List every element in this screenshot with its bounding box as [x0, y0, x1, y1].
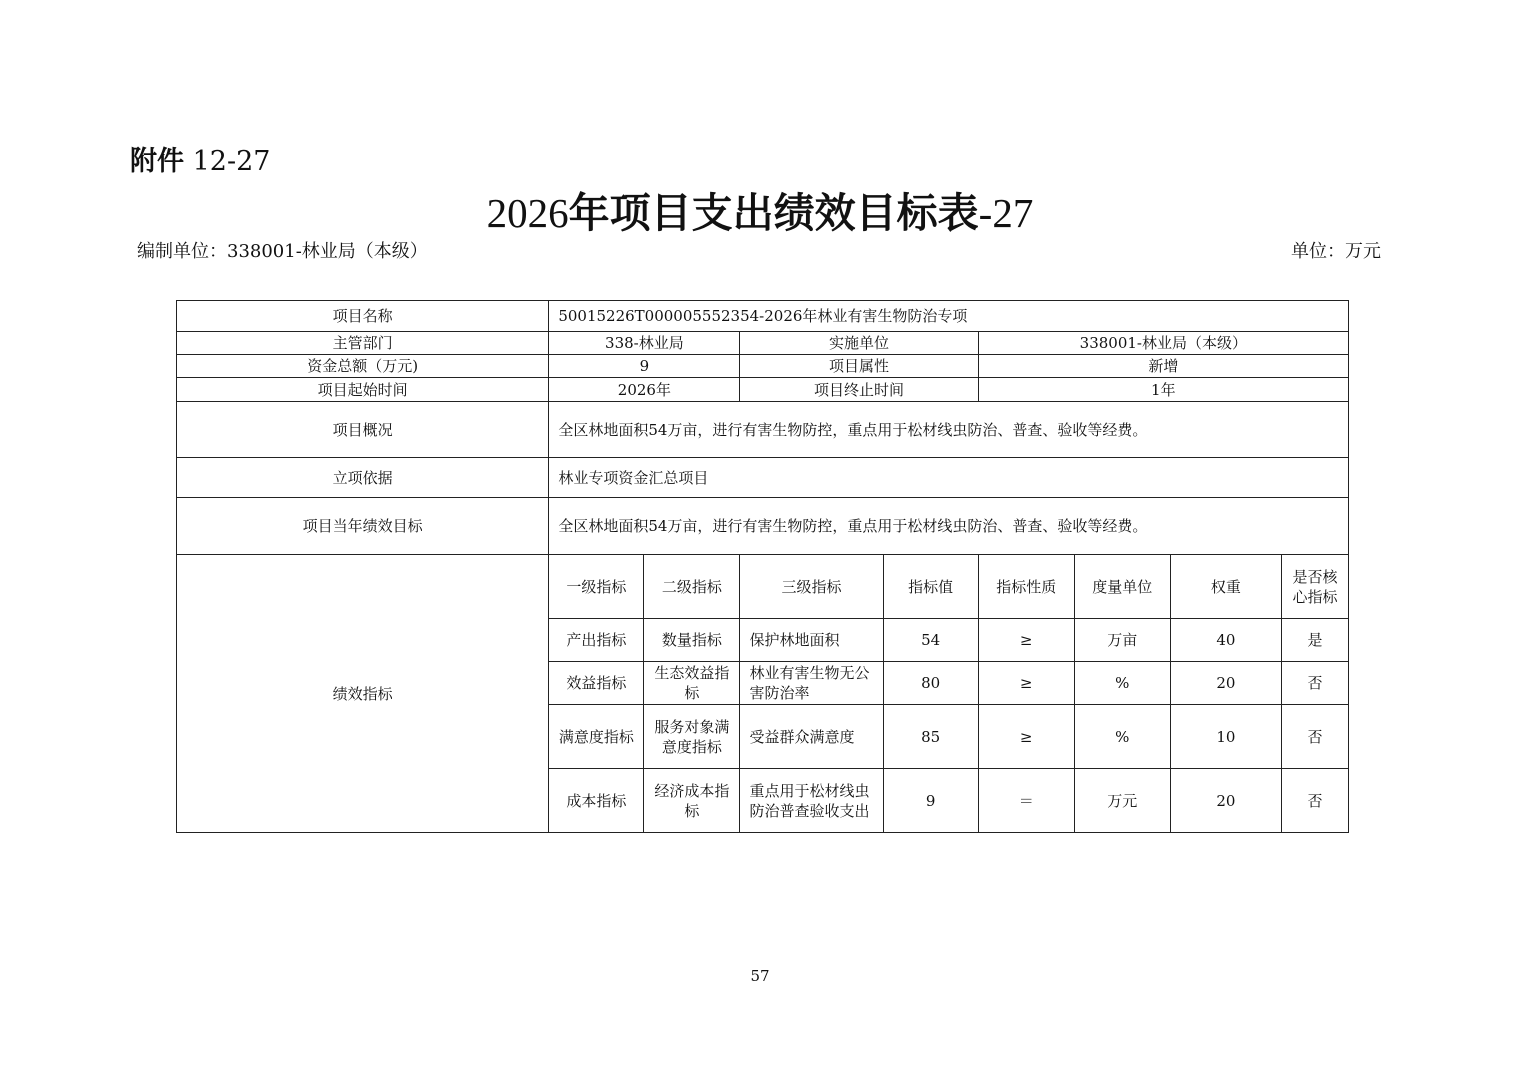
- indicator-level2: 服务对象满意度指标: [644, 705, 740, 769]
- indicator-value: 85: [883, 705, 978, 769]
- header-value: 指标值: [883, 555, 978, 619]
- title-suffix: -27: [978, 190, 1034, 236]
- indicator-weight: 20: [1170, 662, 1281, 705]
- indicator-core: 否: [1281, 662, 1348, 705]
- dept-label: 主管部门: [177, 332, 549, 355]
- indicator-level3: 受益群众满意度: [740, 705, 883, 769]
- table-row: [177, 332, 1349, 355]
- indicator-header-row: [177, 555, 1349, 619]
- indicator-unit: %: [1074, 705, 1170, 769]
- basis-label: 立项依据: [177, 458, 549, 498]
- attr-label: 项目属性: [740, 355, 978, 378]
- attachment-heading: [130, 142, 270, 182]
- table-row: [177, 458, 1349, 498]
- table-row: [177, 498, 1349, 555]
- header-unit: 度量单位: [1074, 555, 1170, 619]
- indicator-weight: 40: [1170, 619, 1281, 662]
- attachment-number: 12-27: [192, 146, 271, 177]
- title-year: 2026: [486, 190, 569, 236]
- project-name-value: 50015226T000005552354-2026年林业有害生物防治专项: [549, 301, 1349, 332]
- table-row: [177, 378, 1349, 402]
- indicator-nature: ＝: [978, 769, 1074, 833]
- page-number: 57: [750, 967, 770, 985]
- impl-label: 实施单位: [740, 332, 978, 355]
- indicator-level1: 成本指标: [549, 769, 644, 833]
- attachment-label: 附件: [130, 146, 184, 177]
- indicator-level2: 经济成本指标: [644, 769, 740, 833]
- indicator-level3: 林业有害生物无公害防治率: [740, 662, 883, 705]
- indicator-level3: 保护林地面积: [740, 619, 883, 662]
- header-weight: 权重: [1170, 555, 1281, 619]
- page-title: [0, 186, 1520, 240]
- table-row: [177, 402, 1349, 458]
- header-nature: 指标性质: [978, 555, 1074, 619]
- impl-value: 338001-林业局（本级）: [978, 332, 1348, 355]
- end-label: 项目终止时间: [740, 378, 978, 402]
- header-level2: 二级指标: [644, 555, 740, 619]
- title-text: 年项目支出绩效目标表: [568, 189, 979, 237]
- start-value: 2026年: [549, 378, 740, 402]
- fund-value: 9: [549, 355, 740, 378]
- goal-value: 全区林地面积54万亩，进行有害生物防控，重点用于松材线虫防治、普查、验收等经费。: [549, 498, 1349, 555]
- indicator-unit: 万亩: [1074, 619, 1170, 662]
- basis-value: 林业专项资金汇总项目: [549, 458, 1349, 498]
- header-level3: 三级指标: [740, 555, 883, 619]
- indicator-weight: 10: [1170, 705, 1281, 769]
- indicator-core: 是: [1281, 619, 1348, 662]
- attr-value: 新增: [978, 355, 1348, 378]
- currency-unit: 单位：万元: [1291, 241, 1381, 262]
- indicator-level2: 生态效益指标: [644, 662, 740, 705]
- dept-value: 338-林业局: [549, 332, 740, 355]
- header-core: 是否核心指标: [1281, 555, 1348, 619]
- indicator-value: 80: [883, 662, 978, 705]
- project-name-label: 项目名称: [177, 301, 549, 332]
- indicator-level1: 满意度指标: [549, 705, 644, 769]
- indicator-unit: 万元: [1074, 769, 1170, 833]
- end-value: 1年: [978, 378, 1348, 402]
- fund-label: 资金总额（万元): [177, 355, 549, 378]
- indicator-level1: 效益指标: [549, 662, 644, 705]
- compiling-unit: 编制单位：338001-林业局（本级）: [137, 241, 428, 262]
- table-row: [177, 355, 1349, 378]
- indicator-level3: 重点用于松材线虫防治普查验收支出: [740, 769, 883, 833]
- indicator-value: 54: [883, 619, 978, 662]
- indicator-level1: 产出指标: [549, 619, 644, 662]
- header-level1: 一级指标: [549, 555, 644, 619]
- indicator-unit: %: [1074, 662, 1170, 705]
- performance-target-table: [176, 300, 1349, 833]
- indicator-nature: ≥: [978, 705, 1074, 769]
- goal-label: 项目当年绩效目标: [177, 498, 549, 555]
- indicator-level2: 数量指标: [644, 619, 740, 662]
- indicator-weight: 20: [1170, 769, 1281, 833]
- indicator-core: 否: [1281, 705, 1348, 769]
- indicator-label: 绩效指标: [177, 555, 549, 833]
- overview-value: 全区林地面积54万亩，进行有害生物防控，重点用于松材线虫防治、普查、验收等经费。: [549, 402, 1349, 458]
- indicator-core: 否: [1281, 769, 1348, 833]
- overview-label: 项目概况: [177, 402, 549, 458]
- start-label: 项目起始时间: [177, 378, 549, 402]
- indicator-nature: ≥: [978, 619, 1074, 662]
- table-row: [177, 301, 1349, 332]
- indicator-value: 9: [883, 769, 978, 833]
- indicator-nature: ≥: [978, 662, 1074, 705]
